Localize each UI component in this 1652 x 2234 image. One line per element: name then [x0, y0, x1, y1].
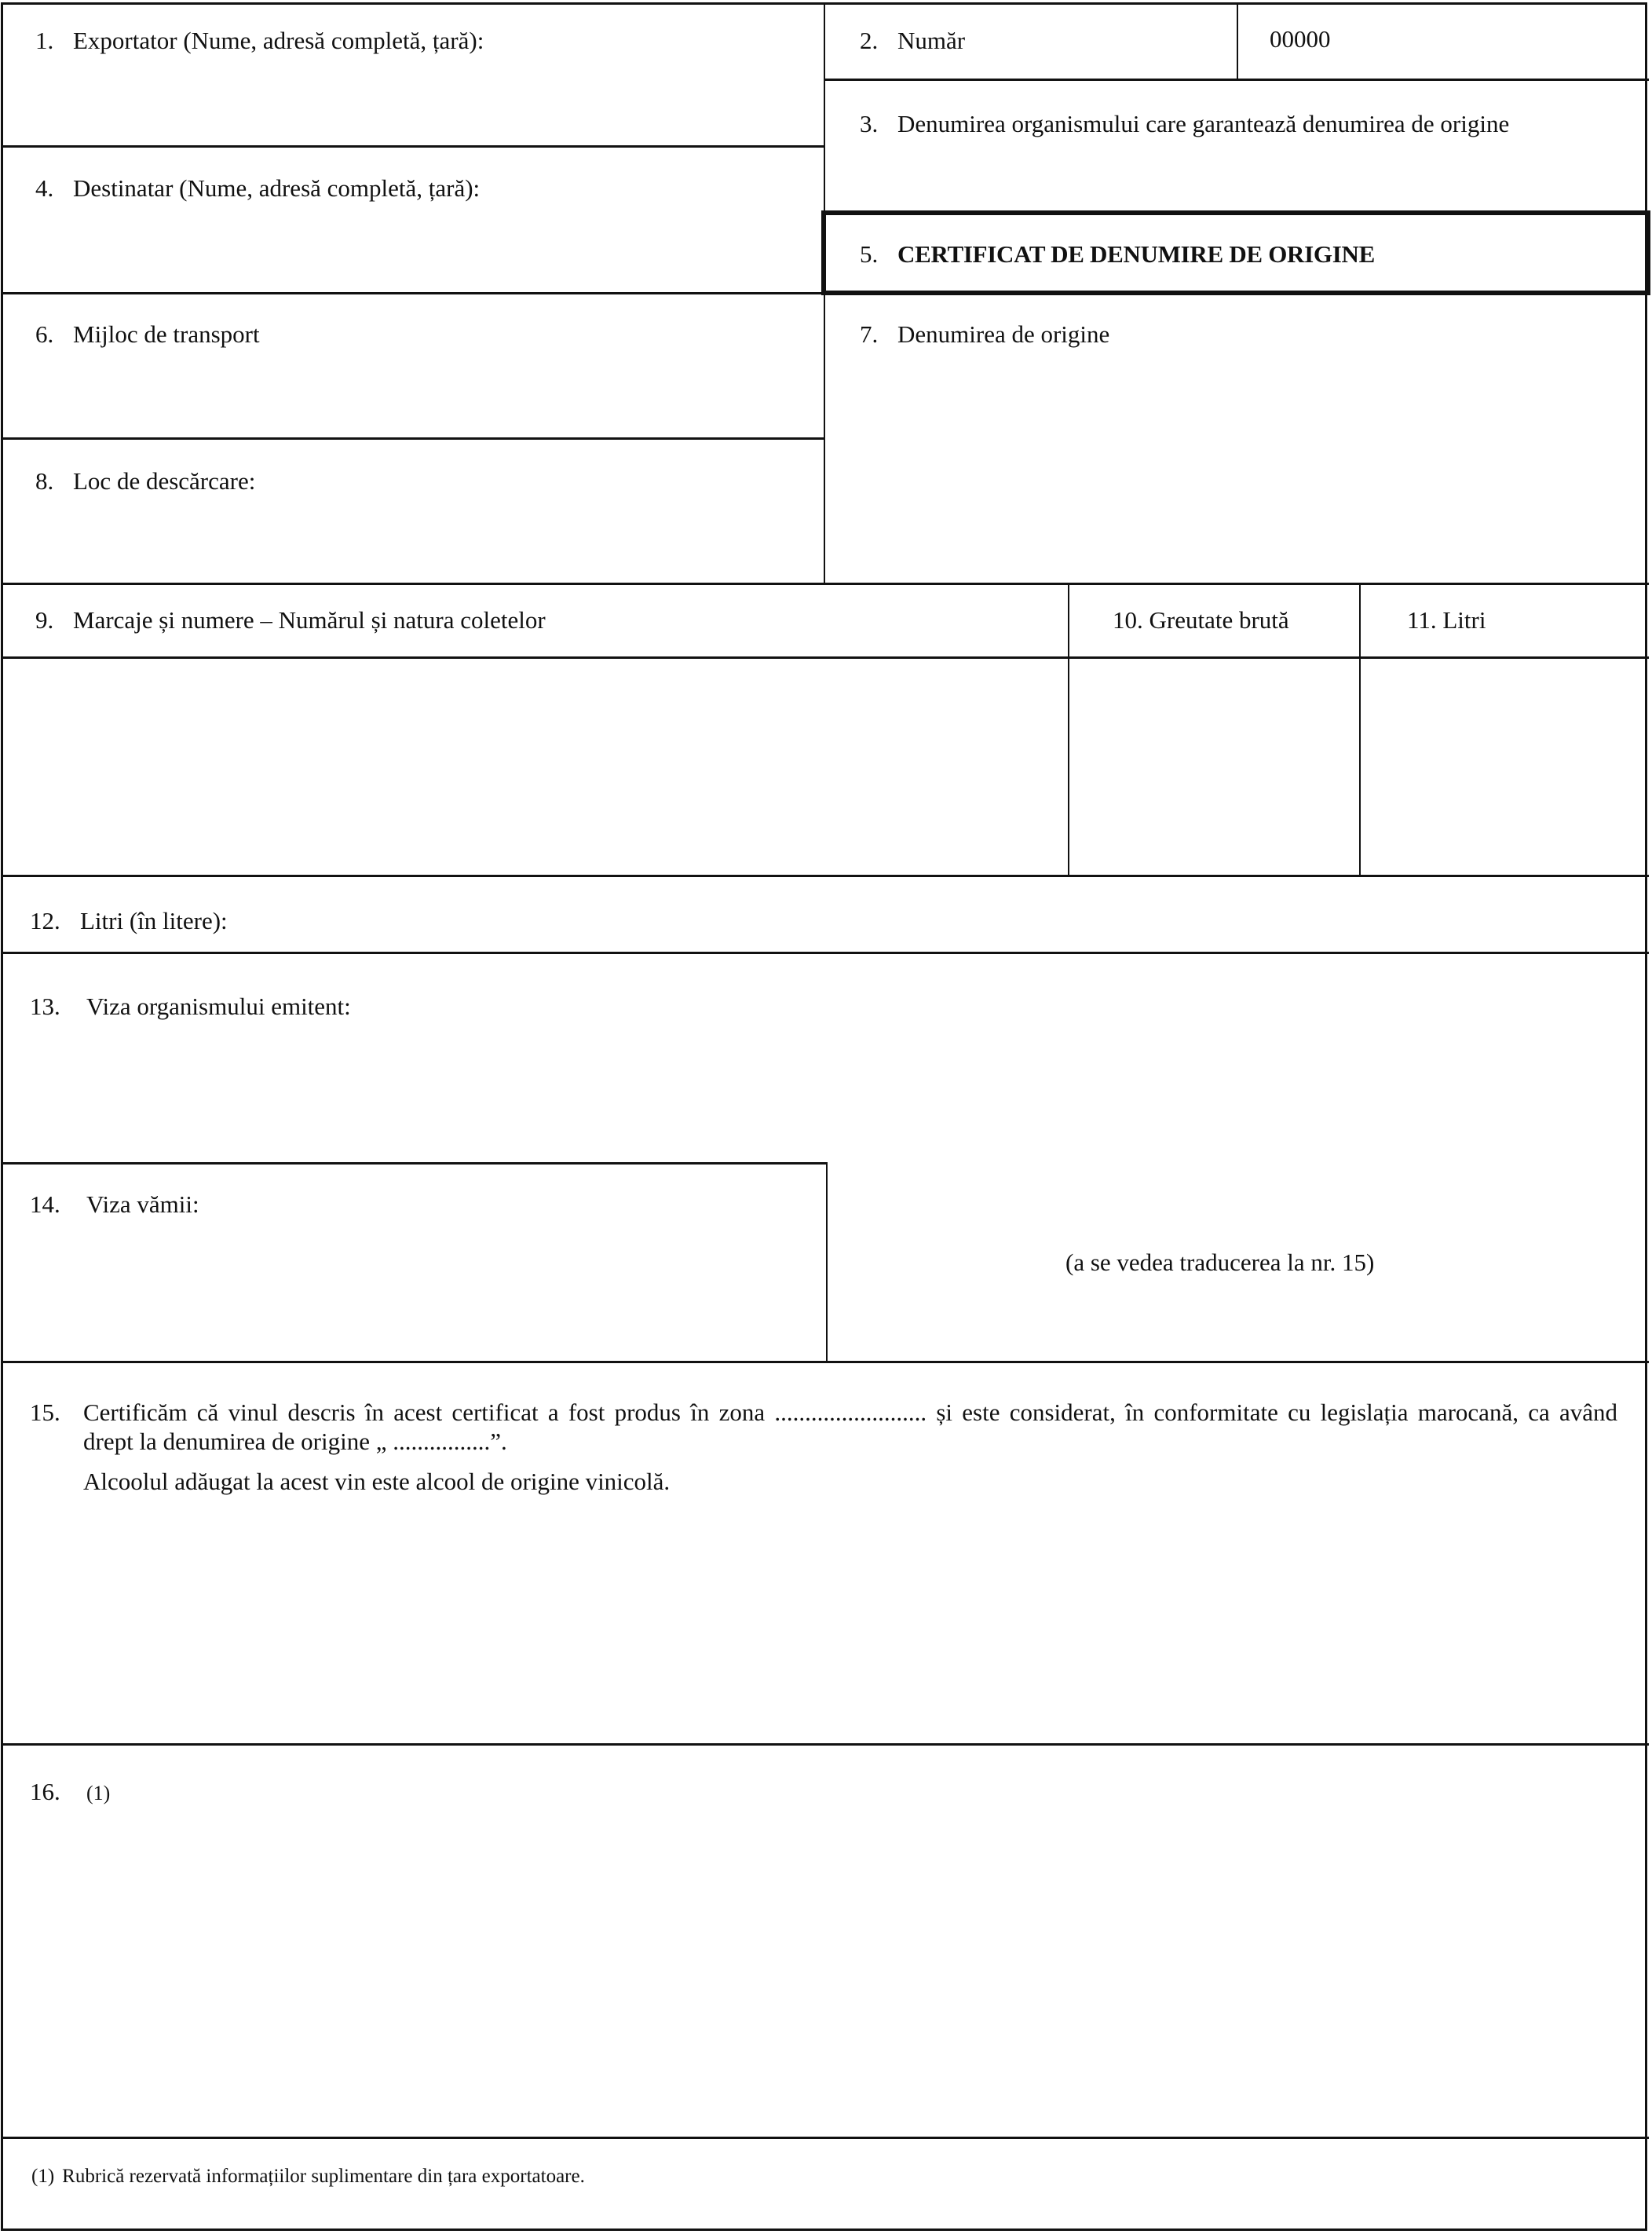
field-number: 6.	[35, 320, 54, 348]
field-number: 7.	[860, 320, 879, 348]
field-label: Greutate brută	[1149, 606, 1289, 634]
field-14-customs-visa	[30, 1190, 199, 1219]
field-label: Număr	[897, 27, 966, 54]
field-number: 4.	[35, 174, 54, 202]
field-15-certification	[30, 1398, 1617, 1497]
field-number: 2.	[860, 27, 879, 54]
divider	[1068, 583, 1069, 876]
field-10-gross-weight	[1113, 606, 1289, 634]
field-number: 9.	[35, 606, 54, 634]
field-label: Denumirea organismului care garantează denumirea de origine	[897, 110, 1510, 137]
field-number: 5.	[860, 240, 879, 268]
certification-text-line-2: drept la denumirea de origine „ ................”.	[83, 1428, 507, 1456]
divider	[1, 292, 825, 294]
field-label: Marcaje și numere – Numărul și natura coletelor	[73, 606, 546, 634]
field-number: 11.	[1407, 606, 1437, 634]
field-number: 3.	[860, 110, 879, 137]
field-number: 16.	[30, 1778, 60, 1805]
divider	[1237, 2, 1238, 79]
footnote-reference: (1)	[86, 1782, 111, 1804]
divider	[1, 1162, 828, 1165]
field-1-exporter	[35, 27, 484, 55]
divider	[826, 1162, 828, 1362]
field-2-number	[860, 27, 965, 55]
translation-note: (a se vedea traducerea la nr. 15)	[1065, 1249, 1375, 1276]
divider	[1, 1743, 1649, 1746]
field-11-litres	[1407, 606, 1486, 634]
field-number: 10.	[1113, 606, 1143, 634]
divider	[1359, 583, 1361, 876]
field-label: Destinatar (Nume, adresă completă, țară):	[73, 174, 481, 202]
certificate-number-value: 00000	[1270, 25, 1331, 53]
field-number: 13.	[30, 993, 60, 1020]
field-label: Viza vămii:	[86, 1190, 199, 1218]
field-label: Loc de descărcare:	[73, 467, 256, 495]
footnote	[31, 2166, 585, 2188]
field-8-unloading	[35, 467, 255, 495]
divider	[1, 2137, 1649, 2139]
field-5-title	[860, 240, 1375, 269]
field-7-designation	[860, 320, 1109, 349]
field-3-guarantor	[860, 110, 1509, 138]
divider	[1, 875, 1649, 877]
divider	[1, 437, 825, 440]
field-number: 1.	[35, 27, 54, 54]
field-label: Exportator (Nume, adresă completă, țară):	[73, 27, 484, 54]
divider	[1, 952, 1649, 954]
field-13-issuer-visa	[30, 993, 351, 1021]
field-4-consignee	[35, 174, 480, 203]
field-label: Litri	[1442, 606, 1486, 634]
certification-text-line-3: Alcoolul adăugat la acest vin este alcool de origine vinicolă.	[83, 1468, 671, 1496]
field-number: 8.	[35, 467, 54, 495]
field-number: 15.	[30, 1399, 60, 1426]
certificate-title: CERTIFICAT DE DENUMIRE DE ORIGINE	[897, 240, 1375, 268]
field-number: 14.	[30, 1190, 60, 1218]
field-label: Denumirea de origine	[897, 320, 1110, 348]
field-12-litres-words	[30, 907, 228, 935]
divider	[1, 1361, 1649, 1363]
field-6-transport	[35, 320, 260, 349]
field-16-additional	[30, 1778, 110, 1806]
divider	[1, 656, 1649, 659]
field-number: 12.	[30, 907, 60, 934]
divider	[1, 145, 825, 148]
field-9-marks	[35, 606, 546, 634]
field-label: Mijloc de transport	[73, 320, 260, 348]
certification-text-line-1: Certificăm că vinul descris în acest certificat a fost produs în zona ......................... și este considerat, în conformitate cu legislația marocană, ca având	[83, 1399, 1617, 1426]
footnote-mark: (1)	[31, 2166, 55, 2187]
footnote-text: Rubrică rezervată informațiilor suplimentare din țara exportatoare.	[62, 2166, 585, 2187]
field-label: Litri (în litere):	[80, 907, 228, 934]
field-label: Viza organismului emitent:	[86, 993, 351, 1020]
